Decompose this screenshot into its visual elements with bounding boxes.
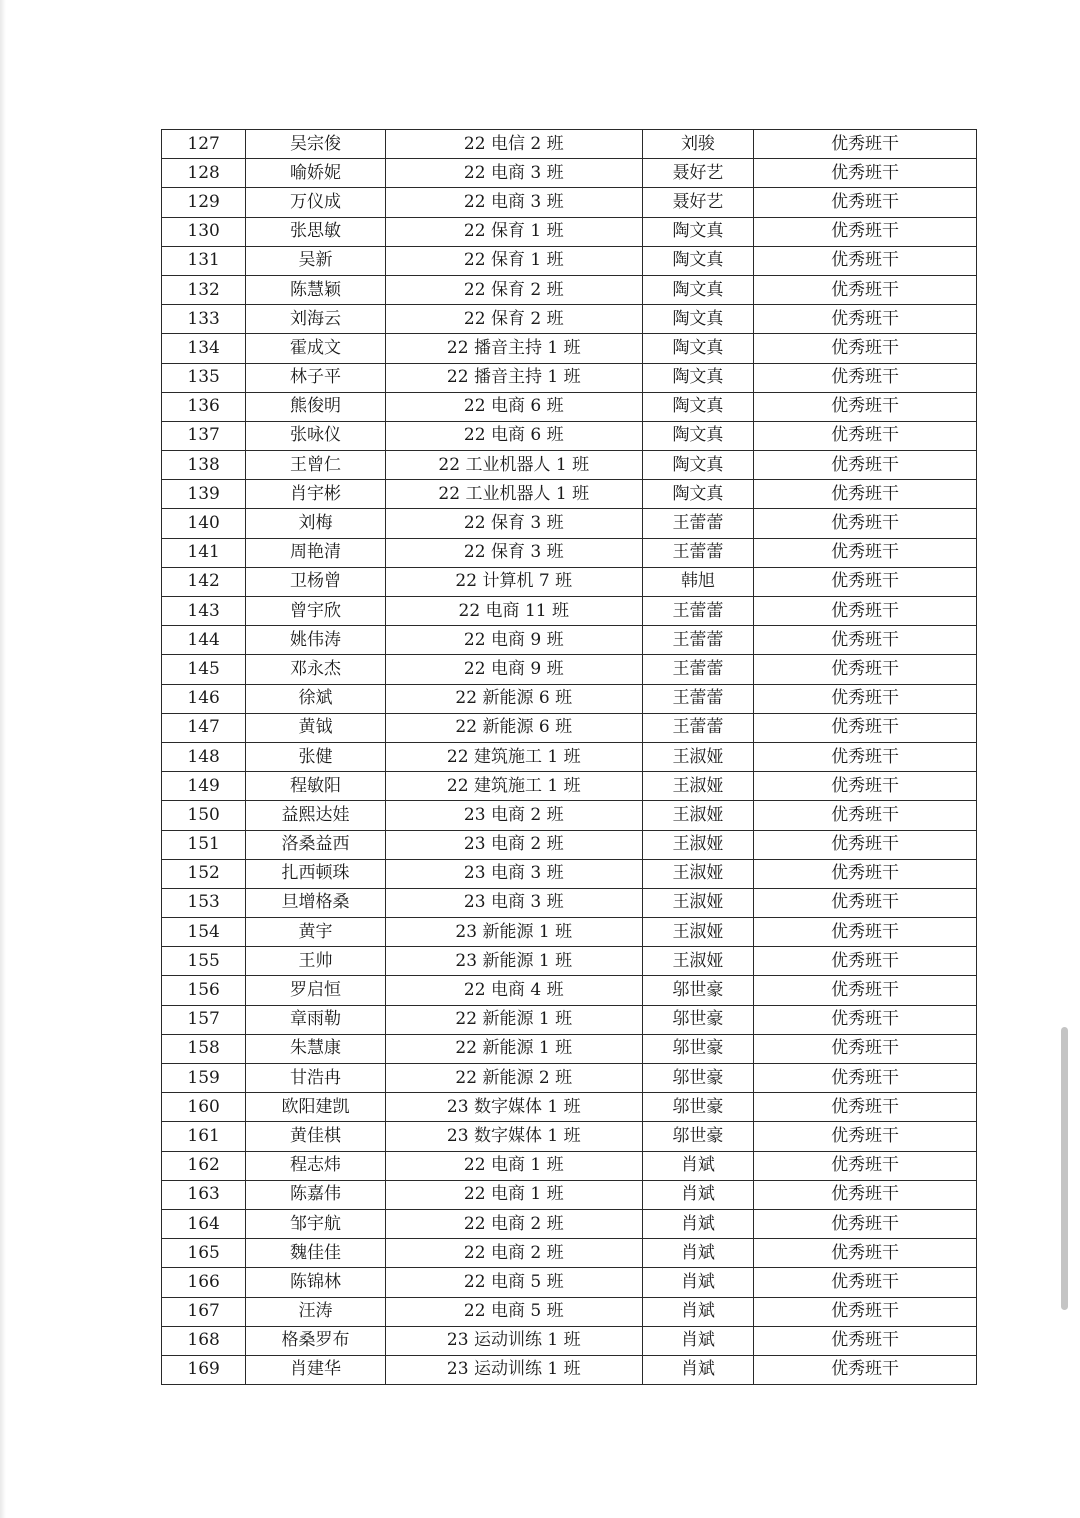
row-number-cell: 162 <box>162 1151 246 1180</box>
award-cell: 优秀班干 <box>754 801 977 830</box>
teacher-name-cell: 陶文真 <box>642 334 753 363</box>
table-row <box>162 1297 977 1326</box>
award-cell: 优秀班干 <box>754 976 977 1005</box>
student-name-cell: 王曾仁 <box>246 451 386 480</box>
teacher-name-cell: 陶文真 <box>642 451 753 480</box>
teacher-name-cell: 聂好艺 <box>642 159 753 188</box>
row-number-cell: 152 <box>162 859 246 888</box>
row-number-cell: 147 <box>162 713 246 742</box>
award-cell: 优秀班干 <box>754 626 977 655</box>
award-cell: 优秀班干 <box>754 1239 977 1268</box>
class-name-cell: 22 电商 5 班 <box>385 1268 642 1297</box>
table-row <box>162 801 977 830</box>
student-name-cell: 陈慧颖 <box>246 275 386 304</box>
teacher-name-cell: 陶文真 <box>642 305 753 334</box>
award-cell: 优秀班干 <box>754 1151 977 1180</box>
award-cell: 优秀班干 <box>754 159 977 188</box>
table-row <box>162 480 977 509</box>
row-number-cell: 145 <box>162 655 246 684</box>
table-body <box>162 130 977 1385</box>
teacher-name-cell: 王蕾蕾 <box>642 509 753 538</box>
table-row <box>162 538 977 567</box>
class-name-cell: 23 新能源 1 班 <box>385 947 642 976</box>
award-cell: 优秀班干 <box>754 713 977 742</box>
teacher-name-cell: 王蕾蕾 <box>642 538 753 567</box>
teacher-name-cell: 邬世豪 <box>642 1122 753 1151</box>
teacher-name-cell: 聂好艺 <box>642 188 753 217</box>
class-name-cell: 22 播音主持 1 班 <box>385 334 642 363</box>
award-cell: 优秀班干 <box>754 217 977 246</box>
award-table <box>161 129 977 1385</box>
award-cell: 优秀班干 <box>754 1209 977 1238</box>
teacher-name-cell: 陶文真 <box>642 275 753 304</box>
class-name-cell: 22 新能源 1 班 <box>385 1005 642 1034</box>
teacher-name-cell: 陶文真 <box>642 392 753 421</box>
table-row <box>162 1268 977 1297</box>
teacher-name-cell: 陶文真 <box>642 421 753 450</box>
student-name-cell: 洛桑益西 <box>246 830 386 859</box>
table-row <box>162 509 977 538</box>
table-row <box>162 1239 977 1268</box>
class-name-cell: 22 建筑施工 1 班 <box>385 772 642 801</box>
class-name-cell: 22 播音主持 1 班 <box>385 363 642 392</box>
award-cell: 优秀班干 <box>754 1093 977 1122</box>
class-name-cell: 23 数字媒体 1 班 <box>385 1093 642 1122</box>
award-cell: 优秀班干 <box>754 509 977 538</box>
row-number-cell: 167 <box>162 1297 246 1326</box>
award-cell: 优秀班干 <box>754 1034 977 1063</box>
award-cell: 优秀班干 <box>754 130 977 159</box>
class-name-cell: 22 新能源 6 班 <box>385 713 642 742</box>
row-number-cell: 168 <box>162 1326 246 1355</box>
table-row <box>162 742 977 771</box>
row-number-cell: 142 <box>162 567 246 596</box>
class-name-cell: 22 新能源 1 班 <box>385 1034 642 1063</box>
table-row <box>162 363 977 392</box>
student-name-cell: 朱慧康 <box>246 1034 386 1063</box>
table-row <box>162 275 977 304</box>
teacher-name-cell: 刘骏 <box>642 130 753 159</box>
row-number-cell: 139 <box>162 480 246 509</box>
award-cell: 优秀班干 <box>754 918 977 947</box>
row-number-cell: 157 <box>162 1005 246 1034</box>
row-number-cell: 159 <box>162 1064 246 1093</box>
class-name-cell: 22 电商 9 班 <box>385 655 642 684</box>
teacher-name-cell: 肖斌 <box>642 1326 753 1355</box>
class-name-cell: 23 运动训练 1 班 <box>385 1355 642 1384</box>
row-number-cell: 135 <box>162 363 246 392</box>
class-name-cell: 22 电商 1 班 <box>385 1151 642 1180</box>
student-name-cell: 欧阳建凯 <box>246 1093 386 1122</box>
class-name-cell: 22 保育 1 班 <box>385 217 642 246</box>
teacher-name-cell: 陶文真 <box>642 480 753 509</box>
class-name-cell: 22 电商 6 班 <box>385 392 642 421</box>
row-number-cell: 164 <box>162 1209 246 1238</box>
student-name-cell: 邓永杰 <box>246 655 386 684</box>
teacher-name-cell: 肖斌 <box>642 1180 753 1209</box>
row-number-cell: 160 <box>162 1093 246 1122</box>
student-name-cell: 霍成文 <box>246 334 386 363</box>
student-name-cell: 肖建华 <box>246 1355 386 1384</box>
table-row <box>162 1180 977 1209</box>
table-row <box>162 1326 977 1355</box>
student-name-cell: 周艳清 <box>246 538 386 567</box>
award-cell: 优秀班干 <box>754 538 977 567</box>
table-row <box>162 1151 977 1180</box>
teacher-name-cell: 陶文真 <box>642 363 753 392</box>
award-cell: 优秀班干 <box>754 684 977 713</box>
class-name-cell: 22 建筑施工 1 班 <box>385 742 642 771</box>
class-name-cell: 23 数字媒体 1 班 <box>385 1122 642 1151</box>
award-cell: 优秀班干 <box>754 246 977 275</box>
student-name-cell: 扎西顿珠 <box>246 859 386 888</box>
table-row <box>162 947 977 976</box>
class-name-cell: 22 电商 2 班 <box>385 1239 642 1268</box>
award-cell: 优秀班干 <box>754 480 977 509</box>
class-name-cell: 22 电商 3 班 <box>385 159 642 188</box>
class-name-cell: 22 新能源 6 班 <box>385 684 642 713</box>
table-row <box>162 918 977 947</box>
student-name-cell: 黄宇 <box>246 918 386 947</box>
row-number-cell: 138 <box>162 451 246 480</box>
table-row <box>162 1005 977 1034</box>
award-cell: 优秀班干 <box>754 1297 977 1326</box>
award-cell: 优秀班干 <box>754 275 977 304</box>
award-cell: 优秀班干 <box>754 888 977 917</box>
page-edge-shadow <box>0 0 6 1518</box>
award-cell: 优秀班干 <box>754 597 977 626</box>
table-row <box>162 1122 977 1151</box>
teacher-name-cell: 王淑娅 <box>642 947 753 976</box>
student-name-cell: 张咏仪 <box>246 421 386 450</box>
teacher-name-cell: 邬世豪 <box>642 976 753 1005</box>
table-row <box>162 976 977 1005</box>
student-name-cell: 卫杨曾 <box>246 567 386 596</box>
row-number-cell: 146 <box>162 684 246 713</box>
award-cell: 优秀班干 <box>754 1355 977 1384</box>
award-cell: 优秀班干 <box>754 859 977 888</box>
student-name-cell: 熊俊明 <box>246 392 386 421</box>
table-row <box>162 392 977 421</box>
row-number-cell: 166 <box>162 1268 246 1297</box>
table-row <box>162 421 977 450</box>
teacher-name-cell: 邬世豪 <box>642 1093 753 1122</box>
class-name-cell: 23 电商 2 班 <box>385 830 642 859</box>
class-name-cell: 22 工业机器人 1 班 <box>385 451 642 480</box>
student-name-cell: 格桑罗布 <box>246 1326 386 1355</box>
table-row <box>162 188 977 217</box>
award-cell: 优秀班干 <box>754 1064 977 1093</box>
student-name-cell: 张思敏 <box>246 217 386 246</box>
row-number-cell: 128 <box>162 159 246 188</box>
student-name-cell: 刘海云 <box>246 305 386 334</box>
row-number-cell: 169 <box>162 1355 246 1384</box>
teacher-name-cell: 王淑娅 <box>642 888 753 917</box>
row-number-cell: 156 <box>162 976 246 1005</box>
teacher-name-cell: 邬世豪 <box>642 1005 753 1034</box>
row-number-cell: 134 <box>162 334 246 363</box>
award-cell: 优秀班干 <box>754 1268 977 1297</box>
row-number-cell: 144 <box>162 626 246 655</box>
teacher-name-cell: 王淑娅 <box>642 742 753 771</box>
table-row <box>162 830 977 859</box>
row-number-cell: 153 <box>162 888 246 917</box>
student-name-cell: 邹宇航 <box>246 1209 386 1238</box>
table-row <box>162 655 977 684</box>
teacher-name-cell: 邬世豪 <box>642 1034 753 1063</box>
row-number-cell: 143 <box>162 597 246 626</box>
row-number-cell: 163 <box>162 1180 246 1209</box>
class-name-cell: 22 电商 5 班 <box>385 1297 642 1326</box>
table-row <box>162 334 977 363</box>
student-name-cell: 陈嘉伟 <box>246 1180 386 1209</box>
table-row <box>162 684 977 713</box>
table-row <box>162 772 977 801</box>
award-cell: 优秀班干 <box>754 772 977 801</box>
student-name-cell: 姚伟涛 <box>246 626 386 655</box>
class-name-cell: 22 电商 3 班 <box>385 188 642 217</box>
class-name-cell: 22 保育 2 班 <box>385 305 642 334</box>
award-cell: 优秀班干 <box>754 567 977 596</box>
teacher-name-cell: 王蕾蕾 <box>642 626 753 655</box>
class-name-cell: 22 保育 3 班 <box>385 538 642 567</box>
student-name-cell: 喻娇妮 <box>246 159 386 188</box>
student-name-cell: 刘梅 <box>246 509 386 538</box>
table-row <box>162 1064 977 1093</box>
teacher-name-cell: 王蕾蕾 <box>642 713 753 742</box>
teacher-name-cell: 肖斌 <box>642 1297 753 1326</box>
table-row <box>162 1093 977 1122</box>
table-row <box>162 451 977 480</box>
student-name-cell: 罗启恒 <box>246 976 386 1005</box>
table-row <box>162 305 977 334</box>
row-number-cell: 127 <box>162 130 246 159</box>
row-number-cell: 151 <box>162 830 246 859</box>
teacher-name-cell: 肖斌 <box>642 1355 753 1384</box>
student-name-cell: 程敏阳 <box>246 772 386 801</box>
table-row <box>162 626 977 655</box>
teacher-name-cell: 王蕾蕾 <box>642 597 753 626</box>
row-number-cell: 148 <box>162 742 246 771</box>
table-row <box>162 1034 977 1063</box>
award-cell: 优秀班干 <box>754 188 977 217</box>
student-name-cell: 徐斌 <box>246 684 386 713</box>
student-name-cell: 王帅 <box>246 947 386 976</box>
student-name-cell: 益熙达娃 <box>246 801 386 830</box>
teacher-name-cell: 陶文真 <box>642 217 753 246</box>
row-number-cell: 132 <box>162 275 246 304</box>
teacher-name-cell: 肖斌 <box>642 1209 753 1238</box>
student-name-cell: 吴新 <box>246 246 386 275</box>
class-name-cell: 23 运动训练 1 班 <box>385 1326 642 1355</box>
student-name-cell: 肖宇彬 <box>246 480 386 509</box>
row-number-cell: 150 <box>162 801 246 830</box>
teacher-name-cell: 王蕾蕾 <box>642 655 753 684</box>
table-row <box>162 1355 977 1384</box>
teacher-name-cell: 陶文真 <box>642 246 753 275</box>
table-row <box>162 567 977 596</box>
award-cell: 优秀班干 <box>754 305 977 334</box>
class-name-cell: 22 保育 2 班 <box>385 275 642 304</box>
student-name-cell: 甘浩冉 <box>246 1064 386 1093</box>
table-row <box>162 246 977 275</box>
row-number-cell: 130 <box>162 217 246 246</box>
row-number-cell: 131 <box>162 246 246 275</box>
award-cell: 优秀班干 <box>754 363 977 392</box>
student-name-cell: 汪涛 <box>246 1297 386 1326</box>
award-cell: 优秀班干 <box>754 451 977 480</box>
student-name-cell: 旦增格桑 <box>246 888 386 917</box>
row-number-cell: 129 <box>162 188 246 217</box>
class-name-cell: 22 电商 2 班 <box>385 1209 642 1238</box>
teacher-name-cell: 王蕾蕾 <box>642 684 753 713</box>
table-row <box>162 130 977 159</box>
class-name-cell: 22 电商 1 班 <box>385 1180 642 1209</box>
teacher-name-cell: 肖斌 <box>642 1268 753 1297</box>
class-name-cell: 22 电信 2 班 <box>385 130 642 159</box>
scrollbar-thumb[interactable] <box>1061 1027 1068 1310</box>
student-name-cell: 吴宗俊 <box>246 130 386 159</box>
row-number-cell: 133 <box>162 305 246 334</box>
student-name-cell: 陈锦林 <box>246 1268 386 1297</box>
teacher-name-cell: 王淑娅 <box>642 859 753 888</box>
student-name-cell: 程志炜 <box>246 1151 386 1180</box>
award-cell: 优秀班干 <box>754 742 977 771</box>
class-name-cell: 22 工业机器人 1 班 <box>385 480 642 509</box>
student-name-cell: 张健 <box>246 742 386 771</box>
row-number-cell: 154 <box>162 918 246 947</box>
award-cell: 优秀班干 <box>754 655 977 684</box>
student-name-cell: 魏佳佳 <box>246 1239 386 1268</box>
row-number-cell: 161 <box>162 1122 246 1151</box>
class-name-cell: 22 保育 3 班 <box>385 509 642 538</box>
award-cell: 优秀班干 <box>754 1005 977 1034</box>
table-row <box>162 1209 977 1238</box>
row-number-cell: 149 <box>162 772 246 801</box>
teacher-name-cell: 肖斌 <box>642 1239 753 1268</box>
award-cell: 优秀班干 <box>754 947 977 976</box>
class-name-cell: 22 电商 11 班 <box>385 597 642 626</box>
teacher-name-cell: 邬世豪 <box>642 1064 753 1093</box>
student-name-cell: 曾宇欣 <box>246 597 386 626</box>
student-name-cell: 章雨勒 <box>246 1005 386 1034</box>
class-name-cell: 22 电商 6 班 <box>385 421 642 450</box>
student-name-cell: 万仪成 <box>246 188 386 217</box>
student-name-cell: 黄钺 <box>246 713 386 742</box>
teacher-name-cell: 肖斌 <box>642 1151 753 1180</box>
award-cell: 优秀班干 <box>754 1180 977 1209</box>
row-number-cell: 137 <box>162 421 246 450</box>
class-name-cell: 22 计算机 7 班 <box>385 567 642 596</box>
class-name-cell: 22 保育 1 班 <box>385 246 642 275</box>
row-number-cell: 140 <box>162 509 246 538</box>
award-cell: 优秀班干 <box>754 421 977 450</box>
row-number-cell: 165 <box>162 1239 246 1268</box>
award-cell: 优秀班干 <box>754 1122 977 1151</box>
table-row <box>162 713 977 742</box>
class-name-cell: 23 电商 3 班 <box>385 888 642 917</box>
row-number-cell: 158 <box>162 1034 246 1063</box>
award-cell: 优秀班干 <box>754 1326 977 1355</box>
table-row <box>162 888 977 917</box>
row-number-cell: 155 <box>162 947 246 976</box>
award-cell: 优秀班干 <box>754 830 977 859</box>
class-name-cell: 22 新能源 2 班 <box>385 1064 642 1093</box>
teacher-name-cell: 韩旭 <box>642 567 753 596</box>
class-name-cell: 23 新能源 1 班 <box>385 918 642 947</box>
teacher-name-cell: 王淑娅 <box>642 772 753 801</box>
student-name-cell: 林子平 <box>246 363 386 392</box>
table-row <box>162 159 977 188</box>
table-row <box>162 597 977 626</box>
row-number-cell: 136 <box>162 392 246 421</box>
table-row <box>162 859 977 888</box>
class-name-cell: 23 电商 2 班 <box>385 801 642 830</box>
student-name-cell: 黄佳棋 <box>246 1122 386 1151</box>
award-cell: 优秀班干 <box>754 334 977 363</box>
award-cell: 优秀班干 <box>754 392 977 421</box>
class-name-cell: 22 电商 9 班 <box>385 626 642 655</box>
teacher-name-cell: 王淑娅 <box>642 830 753 859</box>
teacher-name-cell: 王淑娅 <box>642 801 753 830</box>
teacher-name-cell: 王淑娅 <box>642 918 753 947</box>
row-number-cell: 141 <box>162 538 246 567</box>
class-name-cell: 22 电商 4 班 <box>385 976 642 1005</box>
class-name-cell: 23 电商 3 班 <box>385 859 642 888</box>
table-row <box>162 217 977 246</box>
